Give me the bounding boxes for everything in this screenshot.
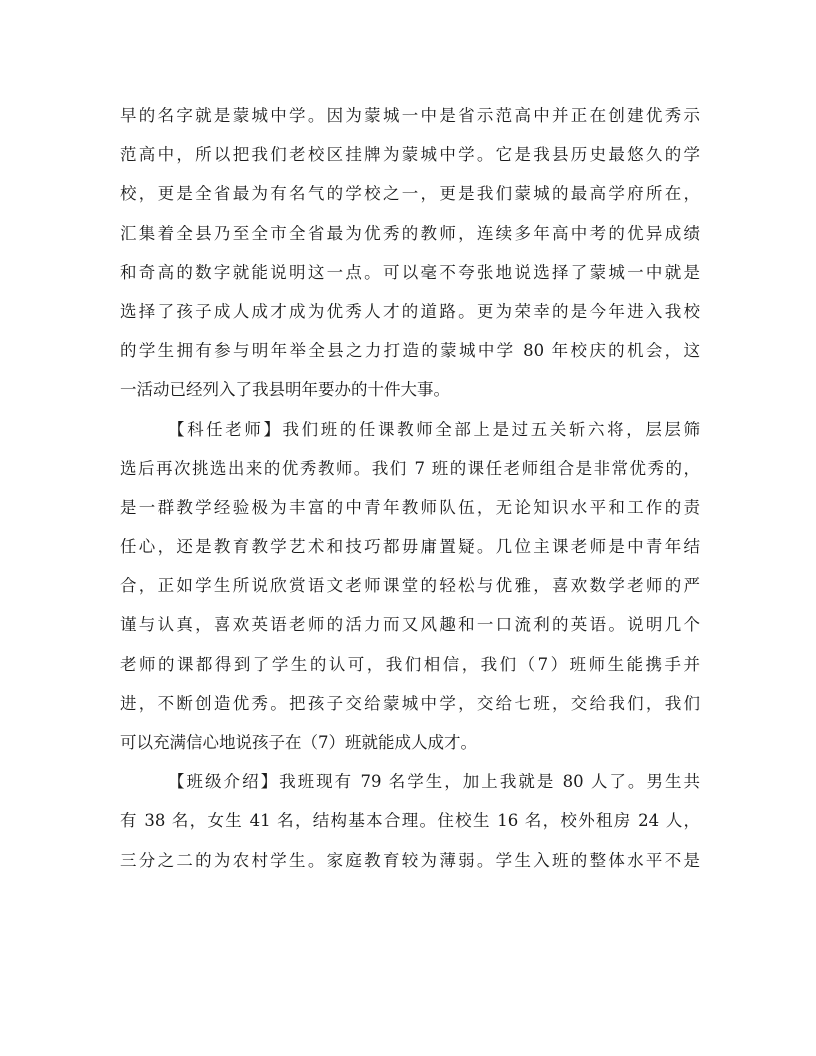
text-line: 可以充满信心地说孩子在（7）班就能成人成才。 — [120, 733, 477, 752]
text-line: 范高中，所以把我们老校区挂牌为蒙城中学。它是我县历史最悠久的学 — [120, 145, 700, 165]
text-line: 合，正如学生所说欣赏语文老师课堂的轻松与优雅，喜欢数学老师的严 — [120, 576, 700, 596]
paragraph-school-intro — [120, 100, 700, 405]
text-line: 汇集着全县乃至全市全省最为优秀的教师，连续多年高中考的优异成绩 — [120, 223, 700, 243]
text-line: 任心，还是教育教学艺术和技巧都毋庸置疑。几位主课老师是中青年结 — [120, 537, 700, 557]
paragraph-teachers — [120, 414, 700, 759]
text-line: 是一群教学经验极为丰富的中青年教师队伍，无论知识水平和工作的责 — [120, 497, 700, 517]
text-line: 进，不断创造优秀。把孩子交给蒙城中学，交给七班，交给我们，我们 — [120, 693, 700, 713]
text-line: 选择了孩子成人成才成为优秀人才的道路。更为荣幸的是今年进入我校 — [120, 301, 700, 321]
text-line: 一活动已经列入了我县明年要办的十件大事。 — [120, 380, 450, 400]
text-line: 老师的课都得到了学生的认可，我们相信，我们（7）班师生能携手并 — [120, 654, 700, 674]
text-line: 早的名字就是蒙城中学。因为蒙城一中是省示范高中并正在创建优秀示 — [120, 106, 700, 125]
text-line: 【科任老师】我们班的任课教师全部上是过五关斩六将，层层筛 — [168, 419, 700, 439]
text-line: 的学生拥有参与明年举全县之力打造的蒙城中学 80 年校庆的机会，这 — [120, 341, 700, 361]
text-line: 谨与认真，喜欢英语老师的活力而又风趣和一口流利的英语。说明几个 — [120, 615, 700, 635]
text-line: 选后再次挑选出来的优秀教师。我们 7 班的课任老师组合是非常优秀的， — [120, 458, 700, 478]
text-line: 校，更是全省最为有名气的学校之一，更是我们蒙城的最高学府所在， — [120, 184, 700, 204]
paragraph-class-intro — [120, 766, 700, 875]
text-line: 有 38 名，女生 41 名，结构基本合理。住校生 16 名，校外租房 24 人， — [120, 811, 700, 831]
text-line: 【班级介绍】我班现有 79 名学生，加上我就是 80 人了。男生共 — [168, 772, 700, 792]
text-line: 和奇高的数字就能说明这一点。可以毫不夸张地说选择了蒙城一中就是 — [120, 262, 700, 282]
text-line: 三分之二的为农村学生。家庭教育较为薄弱。学生入班的整体水平不是 — [120, 850, 700, 870]
document-body — [120, 100, 700, 884]
